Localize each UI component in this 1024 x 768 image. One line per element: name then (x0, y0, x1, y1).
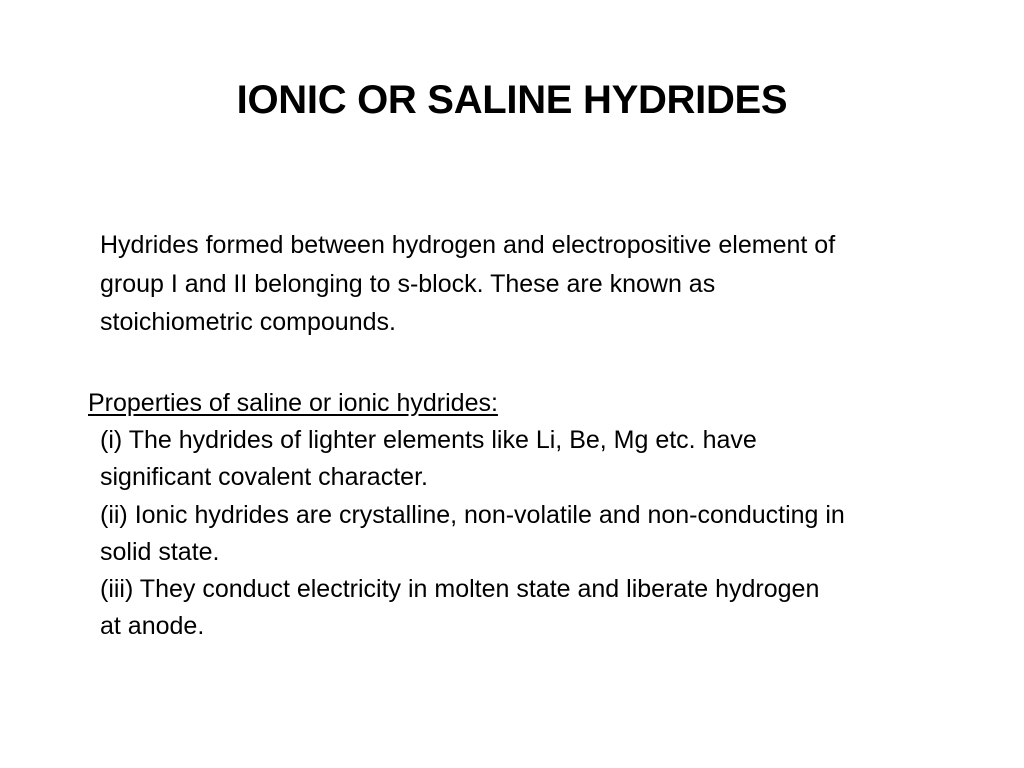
property-line: at anode. (100, 612, 205, 641)
properties-list (100, 422, 1000, 646)
intro-line: Hydrides formed between hydrogen and electropositive element of (100, 231, 836, 259)
property-line: (ii) Ionic hydrides are crystalline, non-volatile and non-conducting in (100, 500, 845, 529)
slide-title: IONIC OR SALINE HYDRIDES (236, 78, 788, 122)
property-item (100, 422, 1000, 497)
intro-line: group I and II belonging to s-block. These are known as (100, 269, 716, 298)
property-item (100, 497, 1000, 572)
property-line: (i) The hydrides of lighter elements like Li, Be, Mg etc. have (100, 426, 757, 454)
property-line: significant covalent character. (100, 463, 428, 492)
properties-heading: Properties of saline or ionic hydrides: (88, 389, 498, 417)
property-item (100, 571, 1000, 646)
property-line: solid state. (100, 537, 220, 566)
intro-line: stoichiometric compounds. (100, 308, 396, 336)
intro-paragraph (100, 226, 980, 342)
property-line: (iii) They conduct electricity in molten state and liberate hydrogen (100, 575, 820, 604)
